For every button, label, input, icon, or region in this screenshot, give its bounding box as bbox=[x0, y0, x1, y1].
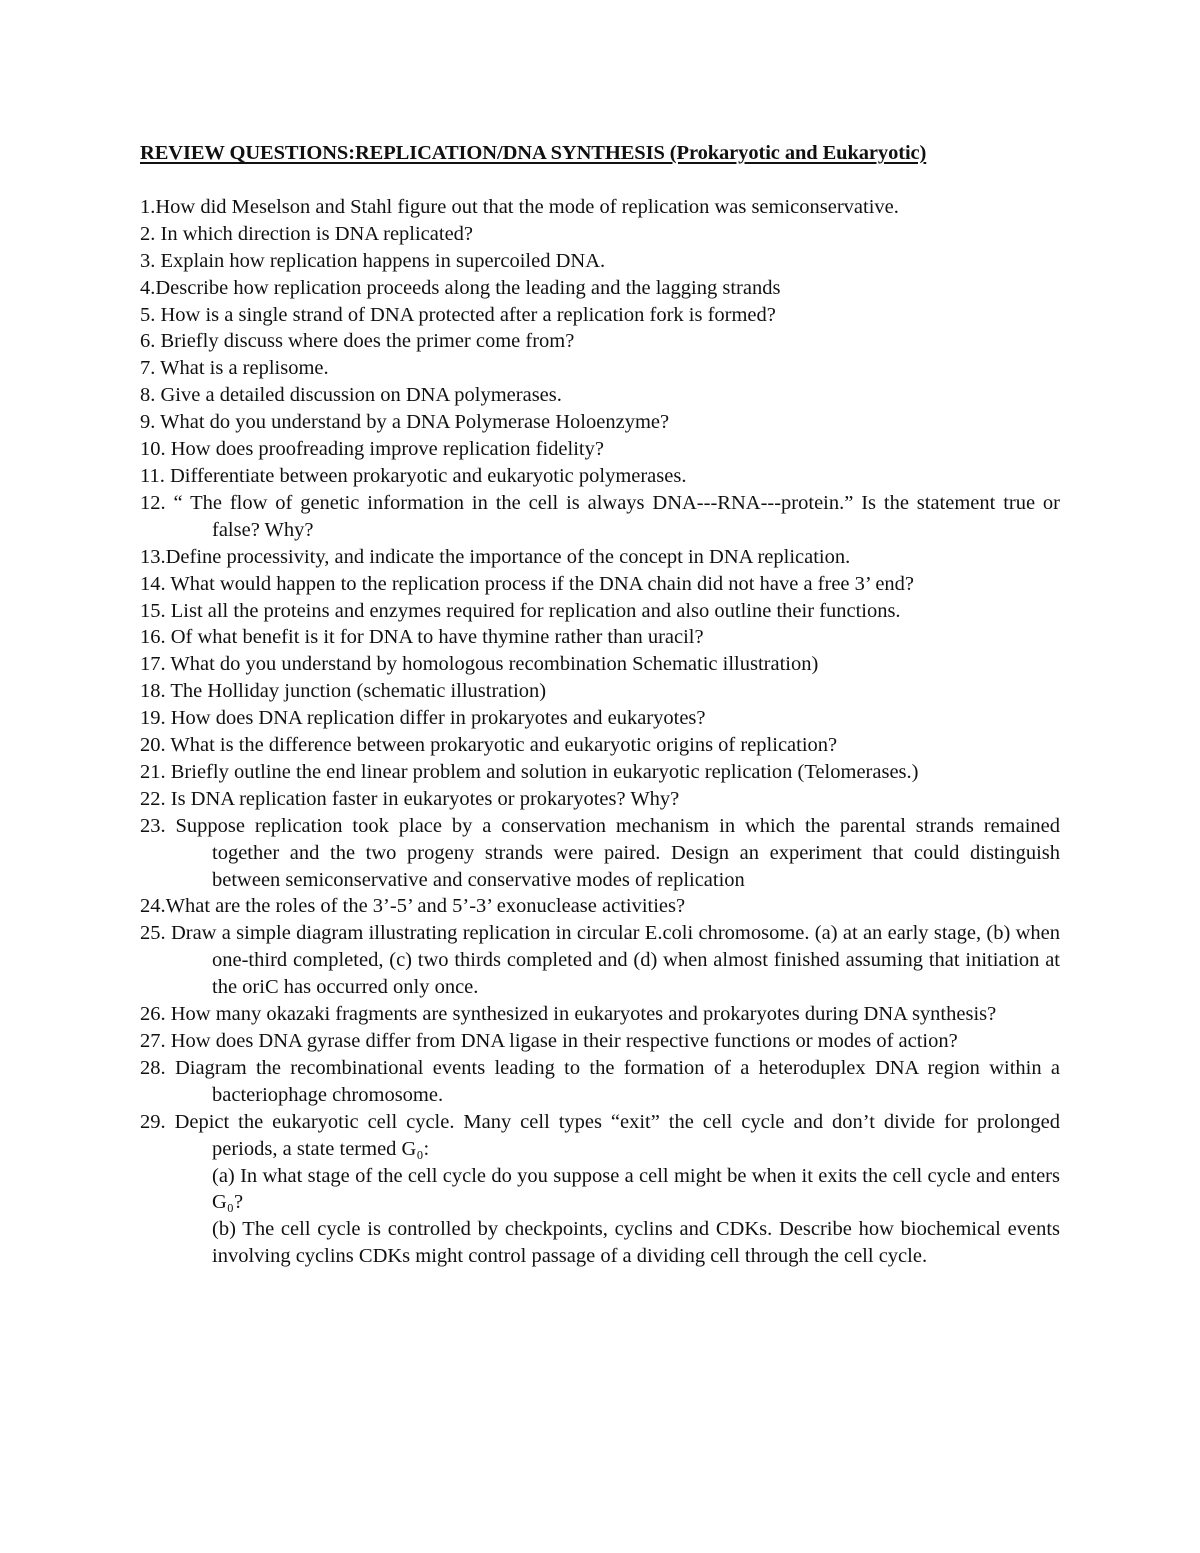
question-text: In which direction is DNA replicated? bbox=[160, 222, 474, 245]
question-item bbox=[140, 436, 1060, 463]
question-item bbox=[140, 705, 1060, 732]
question-text: What is a replisome. bbox=[160, 357, 329, 380]
question-text: Depict the eukaryotic cell cycle. Many cell types “exit” the cell cycle and don’t divide for prolonged periods, a state termed G₀: bbox=[174, 1110, 1060, 1160]
question-number: 29. bbox=[140, 1110, 175, 1133]
question-subpart: (b) The cell cycle is controlled by checkpoints, cyclins and CDKs. Describe how biochemical events involving cyclins CDKs might control passage of a dividing cell through the cell cycle. bbox=[212, 1218, 1060, 1268]
question-item bbox=[140, 544, 1060, 571]
question-item bbox=[140, 248, 1060, 275]
question-item bbox=[140, 1055, 1060, 1109]
question-text: Briefly discuss where does the primer come from? bbox=[160, 330, 575, 353]
question-number: 5. bbox=[140, 303, 161, 326]
question-text: How many okazaki fragments are synthesized in eukaryotes and prokaryotes during DNA synthesis? bbox=[170, 1003, 997, 1026]
question-text: What do you understand by homologous recombination Schematic illustration) bbox=[170, 653, 819, 676]
question-number: 23. bbox=[140, 814, 176, 837]
question-number: 26. bbox=[140, 1003, 171, 1026]
page-title: REVIEW QUESTIONS:REPLICATION/DNA SYNTHESIS (Prokaryotic and Eukaryotic) bbox=[140, 142, 927, 164]
question-item bbox=[140, 463, 1060, 490]
question-number: 3. bbox=[140, 249, 161, 272]
question-item bbox=[140, 598, 1060, 625]
question-text: Diagram the recombinational events leading to the formation of a heteroduplex DNA region within a bacteriophage chromosome. bbox=[174, 1056, 1061, 1106]
document-page bbox=[140, 140, 1060, 1270]
question-text: How is a single strand of DNA protected after a replication fork is formed? bbox=[160, 303, 776, 326]
question-list bbox=[140, 194, 1060, 1270]
question-number: 4. bbox=[140, 276, 156, 299]
question-text: Of what benefit is it for DNA to have thymine rather than uracil? bbox=[170, 626, 704, 649]
question-number: 9. bbox=[140, 411, 161, 434]
question-item bbox=[140, 571, 1060, 598]
question-text: What is the difference between prokaryotic and eukaryotic origins of replication? bbox=[170, 734, 838, 757]
question-number: 11. bbox=[140, 464, 170, 487]
question-text: Draw a simple diagram illustrating replication in circular E.coli chromosome. (a) at an early stage, (b) when one-third completed, (c) two thirds completed and (d) when almost finished assuming that initiation at the oriC has occurred only once. bbox=[170, 922, 1061, 999]
question-item bbox=[140, 221, 1060, 248]
question-text: Briefly outline the end linear problem and solution in eukaryotic replication (Telomerases.) bbox=[170, 760, 919, 783]
question-number: 17. bbox=[140, 653, 171, 676]
question-number: 15. bbox=[140, 599, 171, 622]
question-text: How does DNA gyrase differ from DNA ligase in their respective functions or modes of action? bbox=[170, 1030, 958, 1052]
question-number: 1. bbox=[140, 195, 156, 218]
question-number: 25. bbox=[140, 922, 171, 945]
question-item bbox=[140, 732, 1060, 759]
question-number: 12. bbox=[140, 491, 174, 514]
question-number: 16. bbox=[140, 626, 171, 649]
question-text: Give a detailed discussion on DNA polymerases. bbox=[160, 384, 562, 407]
question-text: What are the roles of the 3’-5’ and 5’-3’ exonuclease activities? bbox=[165, 895, 686, 918]
question-item bbox=[140, 813, 1060, 894]
question-text: How does proofreading improve replication fidelity? bbox=[170, 438, 604, 461]
question-text: How did Meselson and Stahl figure out that the mode of replication was semiconservative. bbox=[155, 195, 899, 218]
question-item bbox=[140, 624, 1060, 651]
question-item bbox=[140, 382, 1060, 409]
question-text: What do you understand by a DNA Polymerase Holoenzyme? bbox=[160, 411, 670, 434]
question-number: 13. bbox=[140, 545, 166, 568]
question-text: Suppose replication took place by a conservation mechanism in which the parental strands remained together and the two progeny strands were paired. Design an experiment that could distinguish between semiconservative and conservative modes of replication bbox=[175, 814, 1061, 891]
question-item bbox=[140, 678, 1060, 705]
question-text: “ The flow of genetic information in the cell is always DNA---RNA---protein.” Is the statement true or false? Why? bbox=[173, 491, 1061, 541]
question-text: Explain how replication happens in supercoiled DNA. bbox=[160, 249, 606, 272]
question-text: List all the proteins and enzymes required for replication and also outline their functions. bbox=[170, 599, 901, 622]
question-item bbox=[140, 275, 1060, 302]
question-number: 24. bbox=[140, 895, 166, 918]
question-item bbox=[140, 302, 1060, 329]
question-text: Is DNA replication faster in eukaryotes or prokaryotes? Why? bbox=[170, 787, 680, 810]
question-number: 21. bbox=[140, 760, 171, 783]
question-number: 22. bbox=[140, 787, 171, 810]
question-number: 14. bbox=[140, 572, 171, 595]
question-number: 8. bbox=[140, 384, 161, 407]
question-item bbox=[140, 355, 1060, 382]
question-number: 20. bbox=[140, 734, 171, 757]
question-item bbox=[140, 920, 1060, 1001]
question-number: 19. bbox=[140, 707, 171, 730]
question-item bbox=[140, 490, 1060, 544]
question-text: The Holliday junction (schematic illustration) bbox=[170, 680, 547, 703]
question-item bbox=[140, 409, 1060, 436]
question-item bbox=[140, 328, 1060, 355]
question-number: 27. bbox=[140, 1030, 171, 1052]
question-item bbox=[140, 893, 1060, 920]
question-number: 2. bbox=[140, 222, 161, 245]
question-item bbox=[140, 1109, 1060, 1270]
question-item bbox=[140, 194, 1060, 221]
question-number: 10. bbox=[140, 438, 171, 461]
question-text: What would happen to the replication process if the DNA chain did not have a free 3’ end? bbox=[170, 572, 915, 595]
question-item bbox=[140, 1001, 1060, 1028]
question-number: 7. bbox=[140, 357, 161, 380]
question-subpart: (a) In what stage of the cell cycle do you suppose a cell might be when it exits the cell cycle and enters G₀? bbox=[212, 1164, 1060, 1214]
question-text: Describe how replication proceeds along the leading and the lagging strands bbox=[155, 276, 781, 299]
question-item bbox=[140, 651, 1060, 678]
question-number: 28. bbox=[140, 1056, 175, 1079]
question-text: Define processivity, and indicate the importance of the concept in DNA replication. bbox=[165, 545, 851, 568]
question-text: Differentiate between prokaryotic and eukaryotic polymerases. bbox=[170, 464, 687, 487]
question-number: 6. bbox=[140, 330, 161, 353]
question-text: How does DNA replication differ in prokaryotes and eukaryotes? bbox=[170, 707, 706, 730]
question-item bbox=[140, 786, 1060, 813]
question-item bbox=[140, 759, 1060, 786]
question-number: 18. bbox=[140, 680, 171, 703]
question-item bbox=[140, 1028, 1060, 1055]
